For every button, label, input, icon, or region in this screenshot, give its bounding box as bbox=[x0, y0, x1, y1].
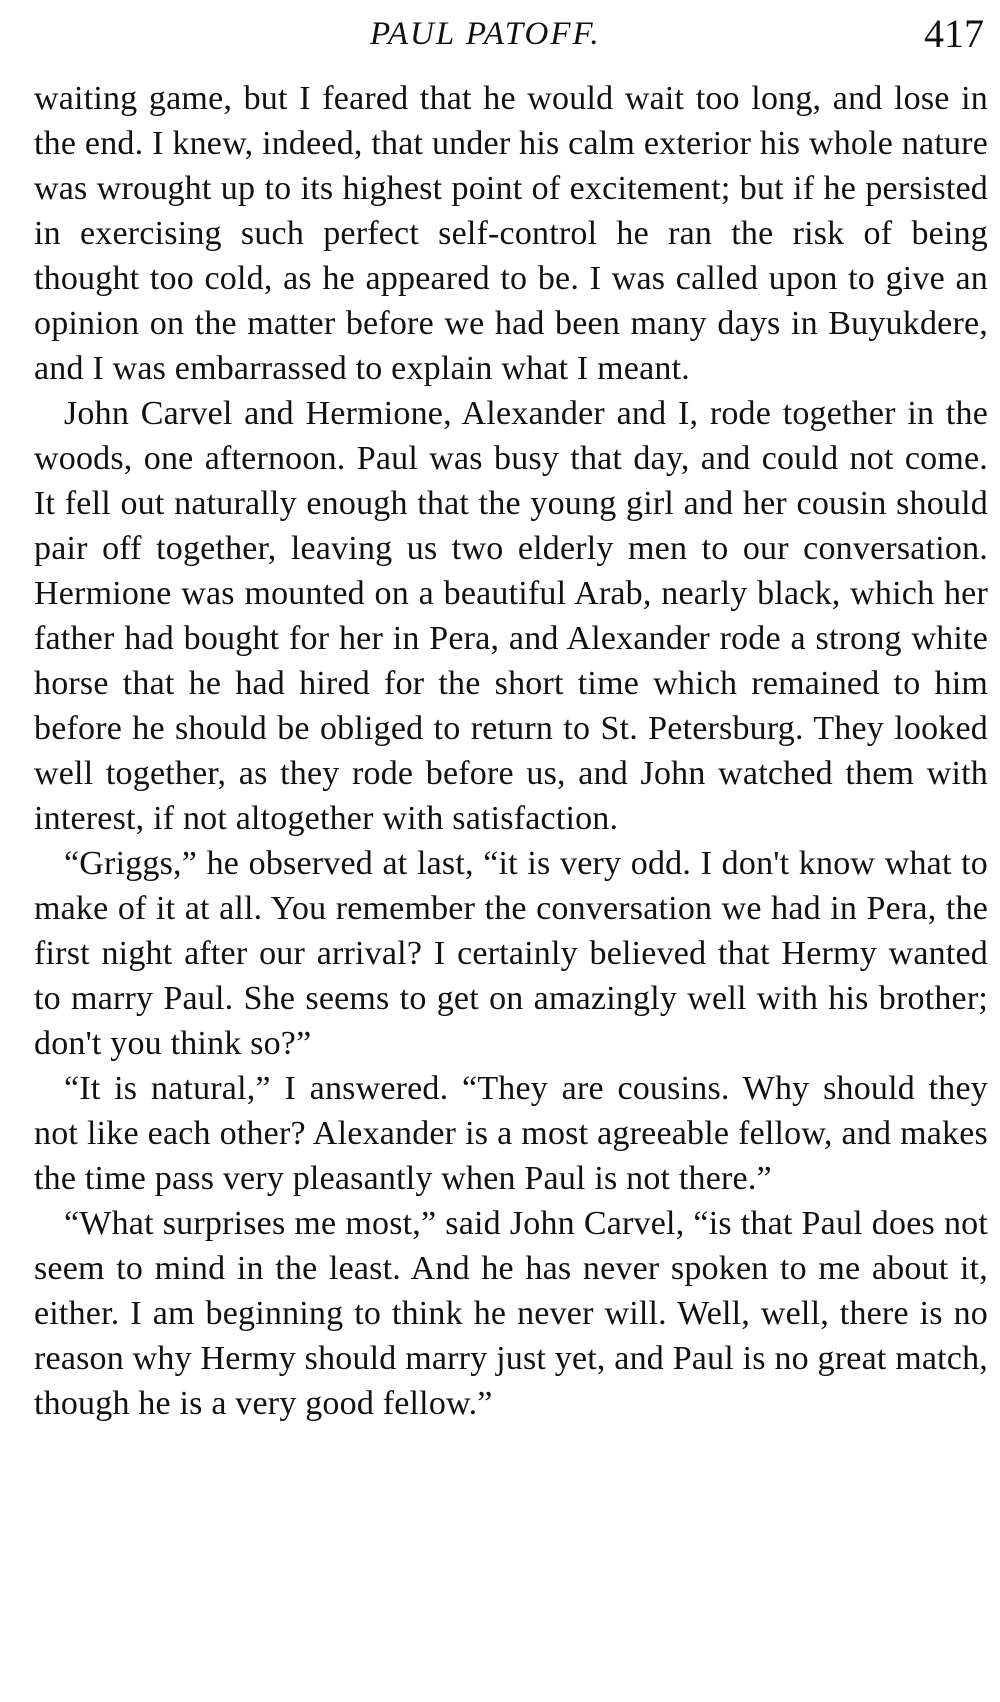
paragraph: waiting game, but I feared that he would wait too long, and lose in the end. I knew, indeed, that under his calm exterior his whole nature was wrought up to its highest point of excitement; but if he persisted in exercising such perfect self-control he ran the risk of being thought too cold, as he appeared to be. I was called upon to give an opinion on the matter before we had been many days in Buyukdere, and I was embarrassed to explain what I meant. bbox=[34, 80, 988, 387]
paragraph: John Carvel and Hermione, Alexander and I, rode together in the woods, one afternoon. Paul was busy that day, and could not come. It fell out naturally enough that the young girl and her cousin should pair off together, leaving us two elderly men to our conversation. Hermione was mounted on a beautiful Arab, nearly black, which her father had bought for her in Pera, and Alexander rode a strong white horse that he had hired for the short time which remained to him before he should be obliged to return to St. Petersburg. They looked well together, as they rode before us, and John watched them with interest, if not altogether with satisfaction. bbox=[34, 395, 988, 837]
running-title: PAUL PATOFF. bbox=[370, 16, 601, 52]
paragraph: “It is natural,” I answered. “They are cousins. Why should they not like each other? Alexander is a most agreeable fellow, and makes the time pass very pleasantly when Paul is not there.” bbox=[34, 1070, 988, 1197]
paragraph: “Griggs,” he observed at last, “it is very odd. I don't know what to make of it at all. You remember the conversation we had in Pera, the first night after our arrival? I certainly believed that Hermy wanted to marry Paul. She seems to get on amazingly well with his brother; don't you think so?” bbox=[34, 845, 988, 1062]
running-header bbox=[0, 10, 1000, 66]
page-number: 417 bbox=[924, 11, 984, 56]
body-text bbox=[34, 76, 988, 1426]
paragraph: “What surprises me most,” said John Carvel, “is that Paul does not seem to mind in the least. And he has never spoken to me about it, either. I am beginning to think he never will. Well, well, there is no reason why Hermy should marry just yet, and Paul is no great match, though he is a very good fellow.” bbox=[34, 1205, 988, 1422]
